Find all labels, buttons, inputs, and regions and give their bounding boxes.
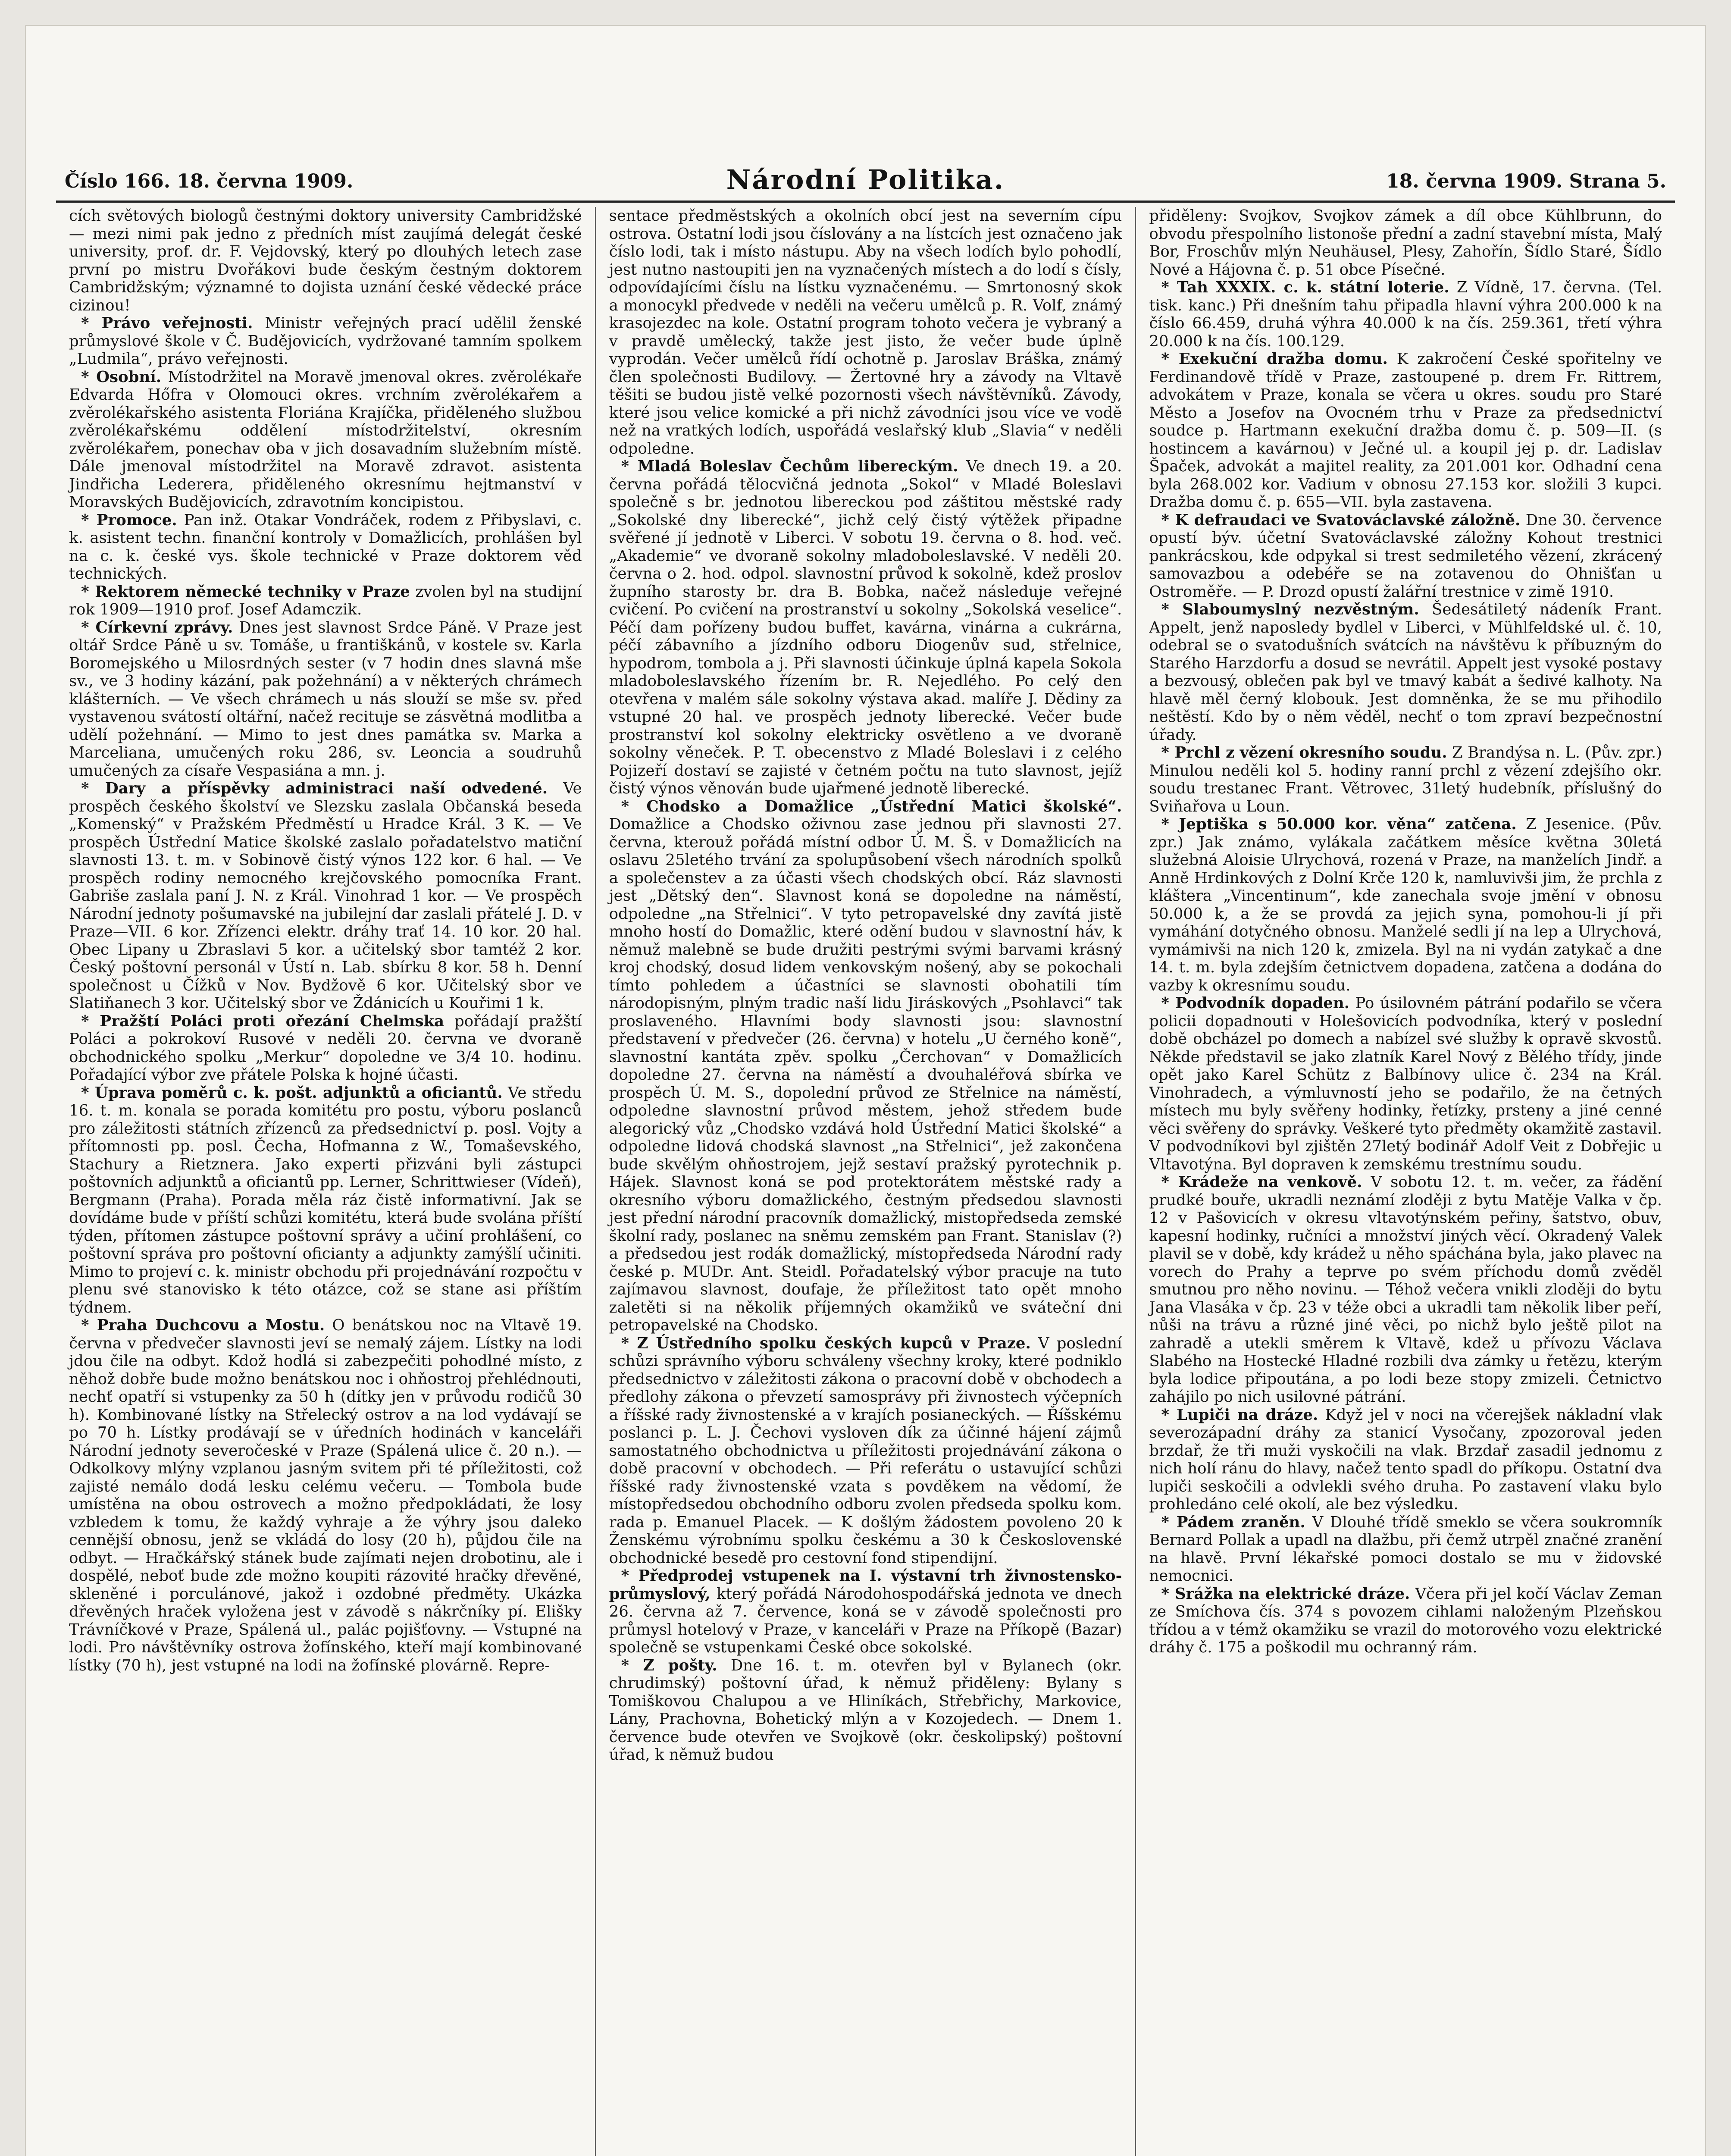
news-item-heading: * Lupiči na dráze.: [1161, 1406, 1318, 1424]
news-item-text: V sobotu 12. t. m. večer, za řádění prudké bouře, ukradli neznámí zloději z bytu Matěje Valka v čp. 12 v Pašovicích v okresu vltavotýnském peřiny, šatstvo, obuv, kapesní hodinky, ručníci a množství jiných věcí. Okradený Valek plavil se v době, kdy krádež u něho spáchána byla, jako plavec na vorech do Prahy a teprve po svém příchodu domů zvěděl smutnou pro něho novinu. — Téhož večera vnikli zloději do bytu Jana Vlasáka v čp. 23 v téže obci a ukradli tam několik liber peří, nůši na trávu a různé jiné věci, po nichž bylo ještě pilot na zahradě a utekli směrem k Vltavě, kdež u přívozu Václava Slabého na Hostecké Hladné rozbili dva zámky u řetězu, kterým byla lodice připoutána, a po lodi beze stopy zmizeli. Četnictvo zahájilo po nich usilovné pátrání.: [1149, 1173, 1662, 1406]
news-item-text: Místodržitel na Moravě jmenoval okres. zvěrolékaře Edvarda Hőfra v Olomouci okres. vrchním zvěrolékařem a zvěrolékařského asistenta Floriána Krajíčka, přiděleného službou zvěrolékařskému oddělení místodržitelství, okresním zvěrolékařem, ponechav oba v jich dosavadním služebním místě. Dále jmenoval místodržitel na Moravě zdravot. asistenta Jindřicha Lederera, přiděleného okresnímu hejtmanství v Moravských Budějovicích, zdravotním koncipistou.: [69, 368, 582, 511]
news-item: [609, 798, 1122, 1335]
date-page-number: 18. června 1909. Strana 5.: [1386, 170, 1666, 192]
news-item-text: Včera při jel kočí Václav Zeman ze Smíchova čís. 374 s povozem cihlami naloženým Plzeňskou třídou a v témž okamžiku se vrazil do motorového vozu elektrické dráhy č. 175 a poškodil mu ochranný rám.: [1149, 1585, 1662, 1656]
news-item: [69, 583, 582, 619]
news-item-heading: * Z Ústředního spolku českých kupců v Praze.: [621, 1334, 1031, 1352]
news-item-heading: * Dary a příspěvky administraci naší odvedené.: [81, 780, 548, 797]
news-item: [1149, 279, 1662, 350]
news-item-text: Šedesátiletý nádeník Frant. Appelt, jenž naposledy bydlel v Liberci, v Mühlfeldské ul. č. 10, odebral se o svatodušních svátcích na návštěvu k příbuzným do Starého Harzdorfu a dosud se nevrátil. Appelt jest vysoké postavy a bezvousý, oblečen pak byl ve tmavý kabát a šedivé kalhoty. Na hlavě měl černý klobouk. Jest domněnka, že se mu přihodilo neštěstí. Kdo by o něm věděl, nechť o tom zpraví bezpečnostní úřady.: [1149, 601, 1662, 744]
news-item: [1149, 1406, 1662, 1514]
news-item-text: Dnes jest slavnost Srdce Páně. V Praze jest oltář Srdce Páně u sv. Tomáše, u františkánů, v kostele sv. Karla Boromejského u Milosrdných sester (v 7 hodin dnes slavná mše sv., ve 3 hodiny kázání, pak požehnání) a v některých chrámech klášterních. — Ve všech chrámech u nás slouží se mše sv. před vystavenou svátostí oltářní, načež recituje se zásvětná modlitba a udělí požehnání. — Mimo to jest dnes památka sv. Marka a Marceliana, umučených roku 286, sv. Leoncia a soudruhů umučených za císaře Vespasiána a mn. j.: [69, 618, 582, 780]
news-item-text: Z Vídně, 17. června. (Tel. tisk. kanc.) Při dnešním tahu připadla hlavní výhra 200.000 k na číslo 66.459, druhá výhra 40.000 k na čís. 259.361, třetí výhra 20.000 k na čís. 100.129.: [1149, 279, 1662, 350]
news-item-heading: * Rektorem německé techniky v Praze: [81, 583, 410, 601]
news-item-heading: * Tah XXXIX. c. k. státní loterie.: [1161, 279, 1449, 296]
news-item: [609, 458, 1122, 798]
news-item-heading: * Promoce.: [81, 511, 177, 529]
masthead-title: Národní Politika.: [726, 164, 1005, 195]
news-item: [69, 780, 582, 1012]
news-item: [69, 314, 582, 368]
news-item-text: sentace předměstských a okolních obcí jest na severním cípu ostrova. Ostatní lodi jsou číslovány a na lístcích jest označeno jak číslo lodi, tak i místo nástupu. Aby na všech lodích bylo pohodlí, jest nutno nastoupiti jen na vyznačených místech a do lodí s čísly, odpovídajícími číslu na lístku vyznačenému. — Smrtonosný skok a monocykl předvede v neděli na večeru umělců p. R. Volf, známý krasojezdec na kole. Ostatní program tohoto večera je vybraný a v pravdě umělecký, takže jest jisto, že večer bude úplně vyprodán. Večer umělců řídí ochotně p. Jaroslav Bráška, známý člen společnosti Budilovy. — Žertovné hry a závody na Vltavě těšiti se budou jistě velké pozornosti všech návštěvníků. Závody, které jsou velice komické a při nichž závodníci jsou více ve vodě než na vratkých lodích, uspořádá veslařský klub „Slavia“ v neděli odpoledne.: [609, 207, 1122, 458]
news-item-text: K zakročení České spořitelny ve Ferdinandově třídě v Praze, zastoupené p. drem Fr. Rittrem, advokátem v Praze, konala se včera u okres. soudu pro Staré Město a Josefov na Ovocném trhu v Praze za předsednictví soudce p. Hartmann exekuční dražba domu č. p. 509—II. (s hostincem a kavárnou) v Ječné ul. a koupil jej p. dr. Ladislav Špaček, advokát a majitel reality, za 201.001 kor. Odhadní cena byla 268.002 kor. Vadium v obnosu 27.153 kor. složili 3 kupci. Dražba domu č. p. 655—VII. byla zastavena.: [1149, 350, 1662, 511]
news-item-heading: * Slaboumyslný nezvěstným.: [1161, 601, 1419, 618]
news-item-text: Ministr veřejných prací udělil ženské průmyslové škole v Č. Budějovicích, vydržované tamním spolkem „Ludmila“, právo veřejnosti.: [69, 314, 582, 368]
column-3: [1136, 207, 1675, 2156]
news-item-text: Ve prospěch českého školství ve Slezsku zaslala Občanská beseda „Komenský“ v Pražském Předměstí u Hradce Král. 3 K. — Ve prospěch Ústřední Matice školské zaslalo pořadatelstvo matiční slavnosti 13. t. m. v Sobinově čistý výnos 122 kor. 6 hal. — Ve prospěch rodiny nemocného krejčovského pomocníka Frant. Gabriše zaslala paní J. N. z Král. Vinohrad 1 kor. — Ve prospěch Národní jednoty pošumavské na jubilejní dar zaslali přátelé J. D. v Praze—VII. 6 kor. Zřízenci elektr. dráhy trať 14. 10 kor. 20 hal. Obec Lipany u Zbraslavi 5 kor. a učitelský sbor tamtéž 2 kor. Český poštovní personál v Ústí n. Lab. sbírku 8 kor. 58 h. Denní společnost u Čížků v Nov. Bydžově 6 kor. Učitelský sbor ve Slatiňanech 3 kor. Učitelský sbor ve Ždánicích u Kouřimi 1 k.: [69, 780, 582, 1012]
news-item-heading: * Krádeže na venkově.: [1161, 1173, 1362, 1191]
news-item-heading: * Chodsko a Domažlice „Ústřední Matici školské“.: [621, 797, 1122, 815]
news-item-text: Když jel v noci na včerejšek nákladní vlak severozápadní dráhy za stanicí Vysočany, zpozoroval jeden brzdař, že tři muži vyskočili na vlak. Brzdař zasadil jednomu z nich holí ránu do hlavy, načež tento spadl do příkopu. Ostatní dva lupiči seskočili a odvlekli svého druha. Po zastavení vlaku bylo prohledáno celé okolí, ale bez výsledku.: [1149, 1406, 1662, 1513]
page-header: [56, 144, 1675, 203]
news-item-heading: * Prchl z vězení okresního soudu.: [1161, 744, 1447, 761]
news-item: [69, 619, 582, 780]
news-item-heading: * Právo veřejnosti.: [81, 314, 253, 332]
news-item-text: V poslední schůzi správního výboru schváleny všechny kroky, které podniklo předsednictvo v záležitosti zákona o pracovní době v obchodech a předlohy zákona o převzetí samosprávy při živnostech výčepních a říšské rady živnostenské a v krajích posianeckých. — Říšskému poslanci p. L. J. Čechovi vysloven dík za účinné hájení zájmů samostatného obchodnictva u příležitosti projednávání zákona o době pracovní v obchodech. — Při referátu o ustavující schůzi říšské rady živnostenské vzata s povděkem na vědomí, že místopředsedou obchodního odboru zvolen předseda spolku kom. rada p. Emanuel Placek. — K došlým žádostem povoleno 20 k Ženskému výrobnímu spolku českému a 30 k Československé obchodnické besedě pro cestovní fond stipendijní.: [609, 1334, 1122, 1567]
news-item-heading: * Exekuční dražba domu.: [1161, 350, 1388, 368]
news-item: [1149, 601, 1662, 744]
news-item-text: Ve dnech 19. a 20. června pořádá tělocvičná jednota „Sokol“ v Mladé Boleslavi společně s br. jednotou libereckou pod záštitou městské rady „Sokolské dny liberecké“, jichž celý čistý výtěžek připadne svěřené jí jednotě v Liberci. V sobotu 19. června o 8. hod. več. „Akademie“ ve dvoraně sokolny mladoboleslavské. V neděli 20. června o 2. hod. odpol. slavnostní průvod k sokolně, kdež proslov župního starosty br. dra B. Bobka, načež následuje veřejné cvičení. Po cvičení na prostranství u sokolny „Sokolská veselice“. Péčí dam pořízeny budou buffet, kavárna, vinárna a cukrárna, péčí zábavního a jízdního odboru Diogenův sud, střelnice, hypodrom, tombola a j. Při slavnosti účinkuje úplná kapela Sokola mladoboleslavského řízením br. R. Nejedlého. Po celý den otevřena v malém sále sokolny výstava akad. malíře J. Dědiny za vstupné 20 hal. ve prospěch jednoty liberecké. Večer bude prostranství kol sokolny elektricky osvětleno a ve dvoraně sokolny věneček. P. T. obecenstvo z Mladé Boleslavi i z celého Pojizeří dostaví se zajisté v četném počtu na tuto slavnost, jejíž čistý výnos věnován bude ujařmené jednotě liberecké.: [609, 458, 1122, 797]
news-item-text: V Dlouhé třídě smeklo se včera soukromník Bernard Pollak a upadl na dlažbu, při čemž utrpěl značné zranění na hlavě. První lékařské pomoci dostalo se mu v židovské nemocnici.: [1149, 1513, 1662, 1585]
news-item: [69, 1084, 582, 1317]
news-item: [69, 368, 582, 511]
news-item: [609, 1335, 1122, 1567]
news-item-text: Dne 16. t. m. otevřen byl v Bylanech (okr. chrudimský) poštovní úřad, k němuž přiděleny: Bylany s Tomiškovou Chalupou a ve Hliníkách, Střebřichy, Markovice, Lány, Prachovna, Bohetický mlýn a v Kozojedech. — Dnem 1. července bude otevřen ve Svojkově (okr. českolipský) poštovní úřad, k němuž budou: [609, 1656, 1122, 1764]
column-2: [596, 207, 1136, 2156]
news-item: [1149, 744, 1662, 815]
news-item: [69, 207, 582, 314]
news-item-text: přiděleny: Svojkov, Svojkov zámek a díl obce Kühlbrunn, do obvodu přespolního listonoše přední a zadní stavební místa, Malý Bor, Froschův mlýn Neuhäusel, Plesy, Zahořín, Šídlo Staré, Šídlo Nové a Hájovna č. p. 51 obce Písečné.: [1149, 207, 1662, 279]
news-item-text: Z Jesenice. (Pův. zpr.) Jak známo, vylákala začátkem měsíce května 30letá služebná Aloisie Ulrychová, rozená v Praze, na manželích Jindř. a Anně Hrdinkových z Dolní Krče 120 k, namluvivši jim, že prchla z kláštera „Vincentinum“, kde zanechala svoje jmění v obnosu 50.000 k, a že se provdá za jejich syna, pomohou-li jí při vymáhání dotyčného obnosu. Manželé sedli jí na lep a Ulrychová, vymámivši na nich 120 k, zmizela. Byl na ni vydán zatykač a dne 14. t. m. byla zdejším četnictvem dopadena, zatčena a dodána do vazby k okresnímu soudu.: [1149, 815, 1662, 994]
news-item-heading: * Praha Duchcovu a Mostu.: [81, 1316, 325, 1334]
news-item-text: Ve středu 16. t. m. konala se porada komitétu pro postu, výboru poslanců pro záležitosti státních zřízenců za předsednictví p. posl. Vojty a přítomnosti pp. posl. Čecha, Hofmanna z W., Tomaševského, Stachury a Rietznera. Jako experti přizváni byli zástupci poštovních adjunktů a oficiantů pp. Lerner, Schrittwieser (Vídeň), Bergmann (Praha). Porada měla ráz čistě informativní. Jak se dovídáme bude v příští schůzi komitétu, která bude svolána příští týden, přítomen zástupce poštovní správy a učiní prohlášení, co poštovní správa pro poštovní oficianty a adjunkty zamýšlí učiniti. Mimo to projeví c. k. ministr obchodu při projednávání rozpočtu v plenu své stanovisko k této otázce, což se stane asi příštím týdnem.: [69, 1084, 582, 1316]
news-item-heading: * Pražští Poláci proti ořezání Chelmska: [81, 1012, 444, 1030]
news-item-heading: * Srážka na elektrické dráze.: [1161, 1585, 1410, 1603]
news-item-heading: * Osobní.: [81, 368, 162, 386]
news-item: [1149, 1514, 1662, 1585]
news-item-text: Pan inž. Otakar Vondráček, rodem z Přibyslavi, c. k. asistent techn. finanční kontroly v Domažlicích, prohlášen byl na c. k. české vys. škole technické v Praze doktorem věd technických.: [69, 511, 582, 583]
news-item: [69, 1316, 582, 1674]
news-item: [69, 1012, 582, 1084]
news-item-text: Domažlice a Chodsko oživnou zase jednou při slavnosti 27. června, kterouž pořádá místní odbor Ú. M. Š. v Domažlicích na oslavu 25letého trvání za spolupůsobení všech národních spolků a společenstev a za účasti všech chodských obcí. Ráz slavnosti jest „Dětský den“. Slavnost koná se dopoledne na náměstí, odpoledne „na Střelnici“. V tyto petropavelské dny zavítá jistě mnoho hostí do Domažlic, které odění budou v slavnostní háv, k němuž malebně se bude družiti pestrými svými barvami krásný kroj chodský, dosud lidem venkovským nošený, aby se pokochali tímto pohledem a účastníci se slavnosti obohatili tím národopisným, plným tradic naší lidu Jiráskových „Psohlavci“ tak proslaveného. Hlavními body slavnosti jsou: slavnostní představení v předvečer (26. června) v hotelu „U černého koně“, slavnostní kantáta zpěv. spolku „Čerchovan“ v Domažlicích dopoledne 27. června na náměstí a dvouhaléřová sbírka ve prospěch Ú. M. S., dopolední průvod ze Střelnice na náměstí, odpoledne slavnostní průvod městem, jehož středem bude alegorický vůz „Chodsko vzdává hold Ústřední Matici školské“ a odpoledne lidová chodská slavnost „na Střelnici“, jež zakončena bude skvělým ohňostrojem, jejž sestaví pražský pyrotechnik p. Hájek. Slavnost koná se pod protektorátem městské rady a okresního výboru domažlického, čestným předsedou slavnosti jest přední národní pracovník domažlický, mistopředseda zemské školní rady, poslanec na sněmu zemském pan Frant. Stanislav (?) a předsedou jest rodák domažlický, místopředseda Národní rady české p. MUDr. Ant. Steidl. Pořadatelský výbor pracuje na tuto zajímavou slavnost, doufaje, že příležitost tato opět mnoho zaletěti si na několik příjemných okamžiků ve sváteční dni petropavelské na Chodsko.: [609, 815, 1122, 1334]
news-item-text: cích světových biologů čestnými doktory university Cambridžské — mezi nimi pak jedno z předních míst zaujímá delegát české university, prof. dr. F. Vejdovský, který po dlouhých letech zase první po mistru Dvořákovi bude českým čestným doktorem Cambridžským; významné to dojista uznání české vědecké práce cizinou!: [69, 207, 582, 314]
news-item: [1149, 1585, 1662, 1657]
news-item: [1149, 207, 1662, 279]
news-item-heading: * Jeptiška s 50.000 kor. věna“ zatčena.: [1161, 815, 1517, 833]
news-item: [609, 1567, 1122, 1657]
news-item: [609, 207, 1122, 458]
news-item: [1149, 511, 1662, 601]
news-item-heading: * Z pošty.: [621, 1656, 717, 1674]
news-item: [1149, 994, 1662, 1173]
news-item-heading: * Předprodej vstupenek na I. výstavní trh živnostensko-průmyslový,: [609, 1567, 1122, 1603]
news-item-heading: * Pádem zraněn.: [1161, 1513, 1305, 1531]
news-item: [1149, 1173, 1662, 1406]
news-item-text: O benátskou noc na Vltavě 19. června v předvečer slavnosti jeví se nemalý zájem. Lístky na lodi jdou čile na odbyt. Kdož hodlá si zabezpečiti pohodlné místo, z něhož dobře bude možno benátskou noc i ohňostroj přehlédnouti, nechť opatří si vstupenky za 50 h (dítky jen v průvodu rodičů 30 h). Kombinované lístky na Střelecký ostrov a na lod vydávají se po 70 h. Lístky prodávají se v úředních hodinách v kanceláři Národní jednoty severočeské v Praze (Spálená ulice č. 20 n.). — Odkolkovy mlýny vzplanou jasným svitem při té příležitosti, což zajisté nemálo dodá lesku celému večeru. — Tombola bude umístěna na obou ostrovech a možno předpokládati, že losy vzbledem k tomu, že každý vyhraje a že výhry jsou daleko cennější obnosu, jenž se vkládá do losy (20 h), půjdou čile na odbyt. — Hračkářský stánek bude zajímati nejen drobotinu, ale i dospělé, neboť bude zde možno koupiti rázovité hračky dřevěné, skleněné i porculánové, jakož i ozdobné předměty. Ukázka dřevěných hraček vyložena jest v závodě s nákrčníky pí. Elišky Trávníčkové v Praze, Spálená ul., palác pojišťovny. — Vstupné na lodi. Pro návštěvníky ostrova žofínského, kteří mají kombinované lístky (70 h), jest vstupné na lodi na žofínské plovárně. Repre-: [69, 1316, 582, 1674]
news-item-text: Z Brandýsa n. L. (Pův. zpr.) Minulou neděli kol 5. hodiny ranní prchl z vězení zdejšího okr. soudu trestanec Frant. Větrovec, 31letý hudebník, příslušný do Sviňařova u Loun.: [1149, 744, 1662, 815]
newspaper-page: [26, 26, 1705, 2156]
news-item-text: který pořádá Národohospodářská jednota ve dnech 26. června až 7. července, koná se v závodě společnosti pro průmysl hotelový v Praze, v kanceláři v Praze na Příkopě (Bazar) společně se vstupenkami České obce sokolské.: [609, 1585, 1122, 1656]
news-item-text: zvolen byl na studijní rok 1909—1910 prof. Josef Adamczik.: [69, 583, 582, 618]
issue-number-date: Číslo 166. 18. června 1909.: [65, 170, 354, 192]
news-item-heading: * Církevní zprávy.: [81, 618, 233, 636]
news-item-text: pořádají pražští Poláci a pokrokoví Rusové v neděli 20. června ve dvoraně obchodnického spolku „Merkur“ dopoledne ve 3/4 10. hodinu. Pořadající výbor zve přátele Polska k hojné účasti.: [69, 1012, 582, 1084]
news-item-text: Dne 30. července opustí býv. účetní Svatováclavské záložny Kohout trestnici pankrácskou, kde odpykal si trest sedmiletého vězení, zkrácený samovazbou a odebéře se na zotavenou do Ohnišťan u Ostroměře. — P. Drozd opustí žalářní trestnice v zimě 1910.: [1149, 511, 1662, 601]
article-columns: [56, 207, 1675, 2156]
news-item: [609, 1657, 1122, 1764]
news-item-heading: * Mladá Boleslav Čechům libereckým.: [621, 458, 958, 475]
news-item: [69, 511, 582, 583]
news-item-heading: * K defraudaci ve Svatováclavské záložně.: [1161, 511, 1521, 529]
news-item-text: Po úsilovném pátrání podařilo se včera policii dopadnouti v Holešovicích podvodníka, který v poslední době obcházel po domech a nabízel své služby k opravě skvostů. Někde představil se jako zlatník Karel Nový z Bělého třídy, jinde opět jako Karel Schütz z Balbínovy ulice č. 234 na Král. Vinohradech, a výmluvností jeho se podařilo, že na četných místech mu byly svěřeny hodinky, řetízky, prsteny a jiné cenné věci svěřeny do správky. Veškeré tyto předměty okamžitě zastavil. V podvodníkovi byl zjištěn 27letý bodinář Adolf Veit z Dobřejic u Vltavotýna. Byl dopraven k zemskému trestnímu soudu.: [1149, 994, 1662, 1173]
news-item: [1149, 815, 1662, 994]
news-item: [1149, 350, 1662, 511]
news-item-heading: * Úprava poměrů c. k. pošt. adjunktů a oficiantů.: [81, 1084, 503, 1102]
column-1: [56, 207, 596, 2156]
news-item-heading: * Podvodník dopaden.: [1161, 994, 1350, 1012]
